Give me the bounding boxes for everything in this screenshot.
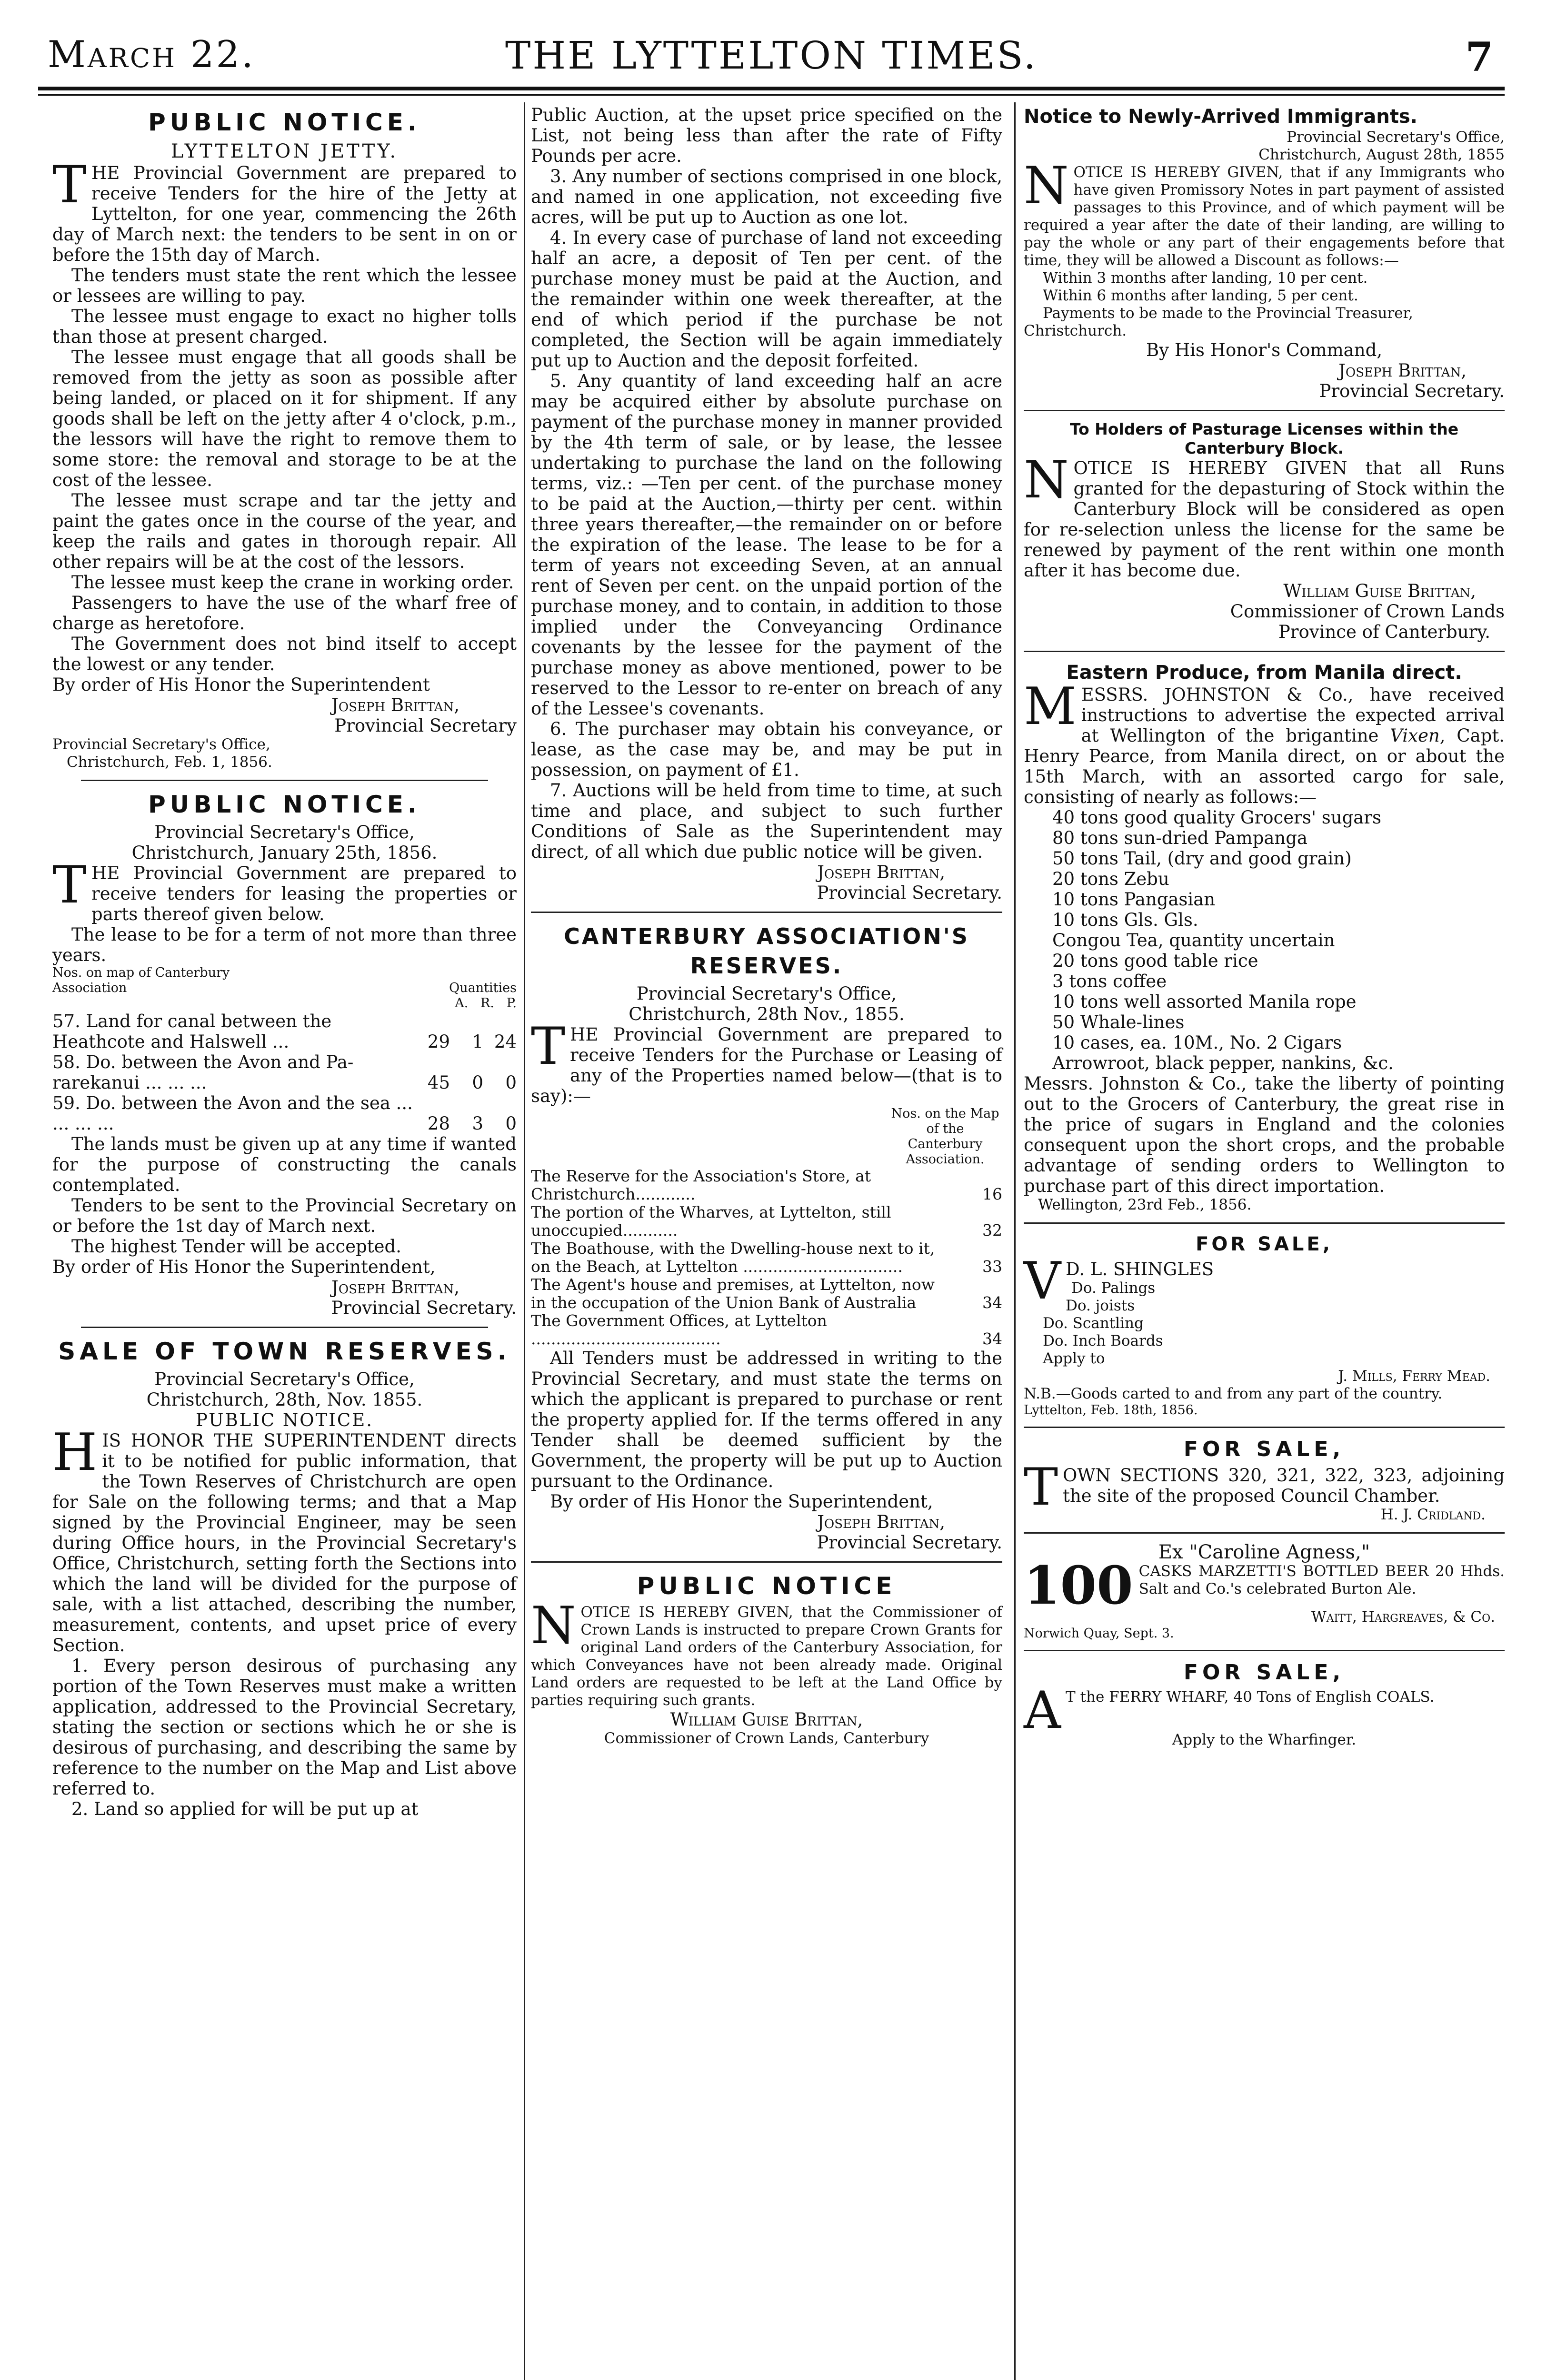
- signature-title: Province of Canterbury.: [1278, 622, 1490, 642]
- town-sections-for-sale: [1024, 1437, 1505, 1524]
- list-item: 10 tons Pangasian: [1052, 889, 1216, 910]
- paragraph: The lessee must scrape and tar the jetty and paint the gates once in the course of the year, and keep the rails and gates in thorough repair. All other repairs will be at the cost of the lessors.: [52, 490, 517, 572]
- signature-name: Joseph Brittan,: [817, 1512, 945, 1532]
- date-line: Christchurch, Feb. 1, 1856.: [67, 754, 272, 771]
- date-line: Christchurch, 28th Nov., 1855.: [629, 1004, 905, 1024]
- paragraph: 1. Every person desirous of purchasing any portion of the Town Reserves must make a written application, addressed to the Provincial Secretary, stating the section or sections which he or she is desirous of purchasing, and describing the same by reference to the number on the Map and List above referred to.: [52, 1656, 517, 1799]
- paragraph: 5. Any quantity of land exceeding half an acre may be acquired either by absolute purchase on payment of the purchase money in manner provided by the 4th term of sale, or by lease, the lessee undertaking to purchase the land on the following terms, viz.: —Ten per cent. of the purchase money to be paid at the Auction,—thirty per cent. within three years thereafter,—the remainder on or before the expiration of the lease. The lease to be for a term of years not exceeding Seven, at an annual rent of Seven per cent. on the unpaid portion of the purchase money, and to contain, in addition to those implied under the Conveyancing Ordinance covenants by the lessee for the payment of the purchase money as above mentioned, power to be reserved to the Lessor to re-enter on breach of any of the Lessee's covenants.: [531, 371, 1002, 719]
- signature-title: Provincial Secretary.: [817, 1532, 1002, 1553]
- paragraph: By order of His Honor the Superintendent,: [550, 1491, 933, 1512]
- reserves-table: [531, 1167, 1002, 1348]
- notice-title: Notice to Newly-Arrived Immigrants.: [1024, 106, 1417, 128]
- signature-name: Joseph Brittan,: [1338, 360, 1467, 381]
- notice-title: PUBLIC NOTICE.: [148, 791, 421, 818]
- separator: [1024, 1427, 1505, 1428]
- list-item: 10 tons well assorted Manila rope: [1052, 992, 1357, 1012]
- list-item: Congou Tea, quantity uncertain: [1052, 930, 1335, 951]
- header-rule-thin: [38, 94, 1505, 96]
- signature-name: H. J. Cridland.: [1380, 1506, 1486, 1523]
- paragraph: 2. Land so applied for will be put up at: [71, 1799, 419, 1819]
- table-units: A. R. P.: [455, 996, 517, 1011]
- paragraph: CASKS MARZETTI'S BOTTLED BEER 20 Hhds. Salt and Co.'s celebrated Burton Ale.: [1138, 1563, 1505, 1597]
- list-item: Do. joists: [1066, 1297, 1135, 1314]
- notice-title: FOR SALE,: [1196, 1233, 1333, 1255]
- notice-subtitle: LYTTELTON JETTY.: [170, 140, 399, 162]
- paragraph: By order of His Honor the Superintendent: [52, 674, 430, 695]
- drop-cap: T: [1024, 1458, 1058, 1517]
- column-divider: [1014, 102, 1016, 2380]
- drop-cap: M: [1024, 677, 1077, 736]
- notice-title: FOR SALE,: [1183, 1660, 1345, 1685]
- paragraph: T the FERRY WHARF, 40 Tons of English COALS.: [1066, 1688, 1435, 1706]
- column-1: [52, 105, 517, 1819]
- list-item: Do. Inch Boards: [1043, 1332, 1163, 1349]
- town-reserves-sale: [52, 1337, 517, 1819]
- list-item: 50 tons Tail, (dry and good grain): [1052, 848, 1352, 869]
- notice-title: PUBLIC NOTICE.: [148, 109, 421, 136]
- office-line: Provincial Secretary's Office,: [154, 822, 415, 843]
- separator: [1024, 1222, 1505, 1224]
- manila-produce-advert: Eastern Produce, from Manila direct. MESSRS. JOHNSTON & Co., have received instructions to advertise the expected arrival at Wellington of the brigantine Vixen, Capt. Henry Pearce, from Manila direct, on or about the 15th March, with an assorted cargo for sale, consisting of nearly as follows:— 40 tons good quality Grocers' sugars 80 tons sun-dried Pampanga 50 tons Tail, (dry and good grain) 20 tons Zebu 10 tons Pangasian 10 tons Gls. Gls. Congou Tea, quantity uncertain 20 tons good table rice 3 tons coffee 10 tons well assorted Manila rope 50 Whale-lines 10 cases, ea. 10M., No. 2 Cigars Arrowroot, black pepper, nankins, &c. Messrs. Johnston & Co., take the liberty of pointing out to the Grocers of Canterbury, the great rise in the price of sugars in England and the colonies consequent upon the short crops, and the probable advantage of sending orders to Wellington to purchase part of this direct importation. Wellington, 23rd Feb., 1856.: [1024, 662, 1505, 1213]
- table-header: [52, 965, 517, 996]
- table-row: The Government Offices, at Lyttelton ...................................... 34: [531, 1311, 1002, 1348]
- ship-name: Vixen: [1390, 725, 1440, 746]
- table-row: 59. Do. between the Avon and the sea ... ... ... ... 28 3 0: [52, 1093, 517, 1134]
- pasturage-notice: [1024, 420, 1505, 642]
- notice-title: To Holders of Pasturage Licenses within the Canterbury Block.: [1069, 420, 1459, 457]
- paragraph: OTICE IS HEREBY GIVEN, that if any Immigrants who have given Promissory Notes in part payment of assisted passages to this Province, and of which payment will be required a year after the date of their landing, are willing to pay the whole or any part of their engagements before that time, they will be allowed a Discount as follows:—: [1024, 164, 1505, 269]
- paragraph: 4. In every case of purchase of land not exceeding half an acre, a deposit of Ten per cent. of the purchase money must be paid at the Auction, and the remainder within one week thereafter, at the end of which period if the purchase be not completed, the Section will be again immediately put up to Auction and the deposit forfeited.: [531, 228, 1002, 371]
- notice-title: Eastern Produce, from Manila direct.: [1066, 662, 1462, 684]
- paragraph: Payments to be made to the Provincial Treasurer, Christchurch.: [1024, 305, 1413, 339]
- paragraph: By order of His Honor the Superintendent,: [52, 1257, 436, 1277]
- lease-notice: [52, 790, 517, 1318]
- lots-table: [52, 1011, 517, 1134]
- paragraph: Public Auction, at the upset price specified on the List, not being less than after the rate of Fifty Pounds per acre.: [531, 105, 1002, 166]
- paragraph: The lands must be given up at any time if wanted for the purpose of constructing the canals contemplated.: [52, 1134, 517, 1195]
- paragraph: 3. Any number of sections comprised in one block, and named in one application, not exceeding five acres, will be put up to Auction as one lot.: [531, 166, 1002, 228]
- list-item: 20 tons Zebu: [1052, 869, 1169, 889]
- paragraph: Passengers to have the use of the wharf free of charge as heretofore.: [52, 593, 517, 634]
- list-item: 10 cases, ea. 10M., No. 2 Cigars: [1052, 1032, 1342, 1053]
- table-row: The Agent's house and premises, at Lyttelton, now in the occupation of the Union Bank of Australia 34: [531, 1275, 1002, 1312]
- office-line: Provincial Secretary's Office,: [636, 983, 897, 1004]
- notice-title: Ex "Caroline Agness,": [1158, 1541, 1370, 1563]
- drop-cap: N: [1024, 156, 1069, 216]
- separator: [531, 912, 1002, 913]
- beer-advert: [1024, 1542, 1505, 1641]
- paragraph: HE Provincial Government are prepared to receive tenders for leasing the properties or parts thereof given below.: [91, 863, 517, 924]
- separator: [1024, 1650, 1505, 1651]
- shingles-for-sale: [1024, 1232, 1505, 1418]
- paragraph: 6. The purchaser may obtain his conveyance, or lease, as the case may be, and may be put in possession, on payment of £1.: [531, 719, 1002, 780]
- office-line: Provincial Secretary's Office,: [154, 1369, 415, 1389]
- drop-cap: H: [52, 1423, 98, 1482]
- jetty-notice: [52, 108, 517, 771]
- column-3: [1024, 105, 1505, 1749]
- map-column-head: Nos. on the Map of the Canterbury Association.: [891, 1106, 999, 1167]
- paragraph: OTICE IS HEREBY GIVEN that all Runs granted for the depasturing of Stock within the Canterbury Block will be considered as open for re-selection unless the license for the same be renewed by payment of the rent within one month after it has become due.: [1024, 458, 1505, 581]
- date-line: Christchurch, January 25th, 1856.: [131, 843, 438, 863]
- notice-title: PUBLIC NOTICE: [637, 1572, 897, 1600]
- date-line: Christchurch, August 28th, 1855: [1258, 146, 1505, 163]
- drop-cap: V: [1024, 1251, 1061, 1311]
- list-item: 50 Whale-lines: [1052, 1012, 1185, 1032]
- crown-grants-notice: [531, 1571, 1002, 1747]
- item-line: D. L. SHINGLES: [1066, 1259, 1214, 1279]
- signature-title: Commissioner of Crown Lands, Canterbury: [604, 1730, 929, 1747]
- quantity-figure: 100: [1024, 1555, 1133, 1616]
- discount-line: Within 6 months after landing, 5 per cent.: [1043, 287, 1358, 304]
- drop-cap: T: [531, 1017, 566, 1076]
- paragraph: All Tenders must be addressed in writing to the Provincial Secretary, and must state the terms on which the applicant is prepared to purchase or rent the property applied for. If the terms offered in any Tender shall be deemed sufficient by the Government, the property will be put up to Auction pursuant to the Ordinance.: [531, 1348, 1002, 1491]
- date-line: Norwich Quay, Sept. 3.: [1024, 1626, 1174, 1641]
- signature-title: Commissioner of Crown Lands: [1230, 601, 1505, 622]
- column-divider: [524, 102, 525, 2380]
- discount-line: Within 3 months after landing, 10 per cent.: [1043, 269, 1368, 287]
- signature-name: Waitt, Hargreaves, & Co.: [1311, 1608, 1495, 1626]
- paragraph: Messrs. Johnston & Co., take the liberty of pointing out to the Grocers of Canterbury, the great rise in the price of sugars in England and the colonies consequent upon the short crops, and the probable advantage of sending orders to Wellington to purchase part of this direct importation.: [1024, 1073, 1505, 1196]
- office-line: Provincial Secretary's Office,: [52, 736, 270, 753]
- drop-cap: T: [52, 155, 87, 215]
- paragraph: The tenders must state the rent which the lessee or lessees are willing to pay.: [52, 265, 517, 306]
- signature-name: Joseph Brittan,: [817, 862, 945, 883]
- signature-name: Joseph Brittan,: [331, 1277, 459, 1298]
- list-item: 3 tons coffee: [1052, 971, 1167, 992]
- list-item: 10 tons Gls. Gls.: [1052, 910, 1198, 930]
- apply-line: Apply to the Wharfinger.: [1172, 1731, 1357, 1748]
- paragraph: 7. Auctions will be held from time to time, at such time and place, and subject to such further Conditions of Sale as the Superintendent may direct, of all which due public notice will be given.: [531, 780, 1002, 862]
- signature-name: Joseph Brittan,: [331, 695, 459, 715]
- paragraph: The highest Tender will be accepted.: [71, 1236, 401, 1257]
- paragraph: HE Provincial Government are prepared to receive Tenders for the hire of the Jetty at Lyttelton, for one year, commencing the 26th day of March next: the tenders to be sent in on or before the 15th day of March.: [52, 163, 517, 265]
- paragraph: The lessee must engage to exact no higher tolls than those at present charged.: [52, 306, 517, 347]
- table-head-right: Quantities: [449, 981, 517, 995]
- signature-title: Provincial Secretary.: [817, 883, 1002, 903]
- date-line: Wellington, 23rd Feb., 1856.: [1038, 1196, 1252, 1213]
- list-item: Arrowroot, black pepper, nankins, &c.: [1052, 1053, 1394, 1073]
- table-row: The Reserve for the Association's Store, at Christchurch............ 16: [531, 1167, 1002, 1203]
- list-item: Do. Palings: [1071, 1279, 1156, 1297]
- signature-name: William Guise Brittan,: [670, 1709, 863, 1730]
- paragraph: IS HONOR THE SUPERINTENDENT directs it to be notified for public information, that the Town Reserves of Christchurch are open for Sale on the following terms; and that a Map signed by the Provincial Engineer, may be seen during Office hours, in the Provincial Secretary's Office, Christchurch, setting forth the Sections into which the land will be divided for the purpose of sale, with a list attached, describing the number, measurement, contents, and upset price of every Section.: [52, 1430, 517, 1656]
- association-reserves-notice: [531, 922, 1002, 1553]
- drop-cap: N: [1024, 450, 1069, 510]
- table-row: The portion of the Wharves, at Lyttelton, still unoccupied........... 32: [531, 1203, 1002, 1240]
- list-item: 80 tons sun-dried Pampanga: [1052, 828, 1307, 848]
- separator: [1024, 1532, 1505, 1534]
- table-row: The Boathouse, with the Dwelling-house next to it, on the Beach, at Lyttelton ................................ 33: [531, 1239, 1002, 1276]
- page-header: [38, 19, 1505, 90]
- table-row: 58. Do. between the Avon and Pa-rarekanui ... ... ... 45 0 0: [52, 1052, 517, 1093]
- notice-title: FOR SALE,: [1183, 1437, 1345, 1461]
- signature-title: Provincial Secretary.: [1319, 381, 1505, 401]
- cargo-list: [1024, 807, 1505, 1073]
- paragraph: N.B.—Goods carted to and from any part of the country.: [1024, 1385, 1443, 1402]
- header-rule-thick: [38, 87, 1505, 90]
- signature-name: William Guise Brittan,: [1283, 581, 1476, 601]
- separator: [81, 780, 488, 781]
- drop-cap: A: [1024, 1681, 1061, 1740]
- town-reserves-continued: [531, 105, 1002, 903]
- office-line: Provincial Secretary's Office,: [1287, 129, 1505, 146]
- date-line: Lyttelton, Feb. 18th, 1856.: [1024, 1403, 1198, 1418]
- apply-line: Apply to: [1043, 1350, 1105, 1367]
- signature-title: Provincial Secretary.: [331, 1298, 517, 1318]
- separator: [1024, 651, 1505, 652]
- list-item: 20 tons good table rice: [1052, 951, 1258, 971]
- paragraph: The Government does not bind itself to accept the lowest or any tender.: [52, 634, 517, 674]
- paragraph: By His Honor's Command,: [1146, 340, 1383, 360]
- paragraph: The lease to be for a term of not more than three years.: [52, 924, 517, 965]
- list-item: Do. Scantling: [1043, 1315, 1144, 1332]
- separator: [1024, 410, 1505, 411]
- paragraph: The lessee must keep the crane in working order.: [71, 572, 514, 593]
- signature-name: J. Mills, Ferry Mead.: [1338, 1368, 1490, 1385]
- page-number: 7: [1465, 33, 1495, 80]
- immigrants-notice: [1024, 105, 1505, 401]
- paragraph: OTICE IS HEREBY GIVEN, that the Commissioner of Crown Lands is instructed to prepare Crown Grants for original Land orders of the Canterbury Association, for which Conveyances have not been already made. Original Land orders are requested to be left at the Land Office by parties requiring such grants.: [531, 1604, 1002, 1709]
- issue-date: March 22.: [48, 33, 255, 76]
- separator: [531, 1561, 1002, 1563]
- newspaper-title: THE LYTTELTON TIMES.: [505, 33, 1038, 78]
- date-line: Christchurch, 28th, Nov. 1855.: [146, 1389, 423, 1410]
- coals-for-sale: [1024, 1660, 1505, 1749]
- table-row: 57. Land for canal between the Heathcote and Halswell ... 29 1 24: [52, 1011, 517, 1052]
- drop-cap: N: [531, 1596, 576, 1656]
- paragraph: OWN SECTIONS 320, 321, 322, 323, adjoining the site of the proposed Council Chamber.: [1063, 1465, 1505, 1506]
- notice-title: CANTERBURY ASSOCIATION'S RESERVES.: [564, 923, 969, 979]
- drop-cap: T: [52, 855, 87, 915]
- signature-title: Provincial Secretary: [334, 715, 517, 736]
- list-item: 40 tons good quality Grocers' sugars: [1052, 807, 1382, 828]
- paragraph: The lessee must engage that all goods shall be removed from the jetty as soon as possible after being landed, or placed on it for shipment. If any goods shall be left on the jetty after 4 o'clock, p.m., the lessors will have the right to remove them to some store: the removal and storage to be at the cost of the lessee.: [52, 347, 517, 490]
- notice-subtitle: PUBLIC NOTICE.: [196, 1410, 373, 1430]
- paragraph: HE Provincial Government are prepared to receive Tenders for the Purchase or Leasing of any of the Properties named below—(that is to say):—: [531, 1024, 1002, 1106]
- table-head-left: Nos. on map of Canterbury Association: [52, 965, 230, 995]
- paragraph: Tenders to be sent to the Provincial Secretary on or before the 1st day of March next.: [52, 1195, 517, 1236]
- notice-title: SALE OF TOWN RESERVES.: [58, 1338, 511, 1365]
- separator: [81, 1327, 488, 1328]
- column-2: [531, 105, 1002, 1747]
